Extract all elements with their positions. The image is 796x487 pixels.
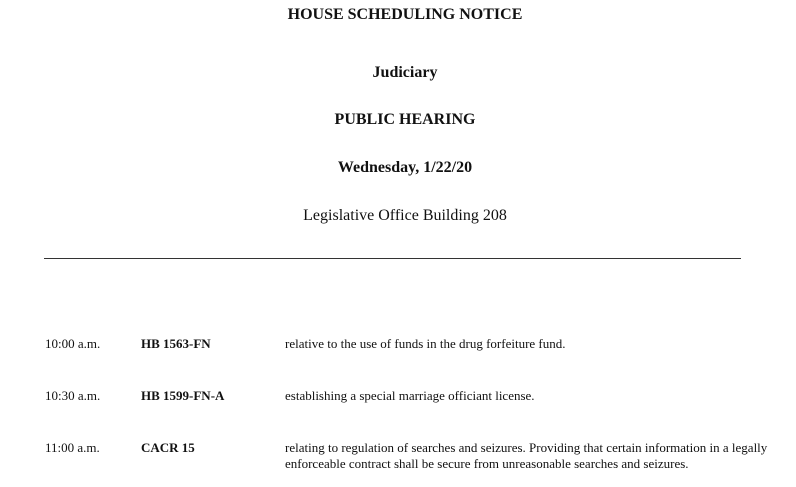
notice-title: HOUSE SCHEDULING NOTICE (287, 6, 523, 23)
bill-description: relating to regulation of searches and seizures. Providing that certain information in a legally enforceable contract shall be secure from unreasonable searches and seizures. (285, 440, 768, 471)
bill-number: CACR 15 (141, 440, 195, 455)
bill-description: relative to the use of funds in the drug forfeiture fund. (285, 336, 566, 351)
bill-number: HB 1599-FN-A (141, 388, 225, 403)
hearing-type: PUBLIC HEARING (334, 111, 476, 128)
hearing-location: Legislative Office Building 208 (303, 207, 507, 224)
schedule-time: 11:00 a.m. (45, 440, 100, 455)
section-divider (44, 258, 741, 259)
bill-number: HB 1563-FN (141, 336, 211, 351)
schedule-time: 10:30 a.m. (45, 388, 101, 403)
schedule-time: 10:00 a.m. (45, 336, 101, 351)
hearing-date: Wednesday, 1/22/20 (337, 159, 473, 176)
committee-name: Judiciary (372, 64, 438, 81)
bill-description: establishing a special marriage officiant license. (285, 388, 535, 403)
